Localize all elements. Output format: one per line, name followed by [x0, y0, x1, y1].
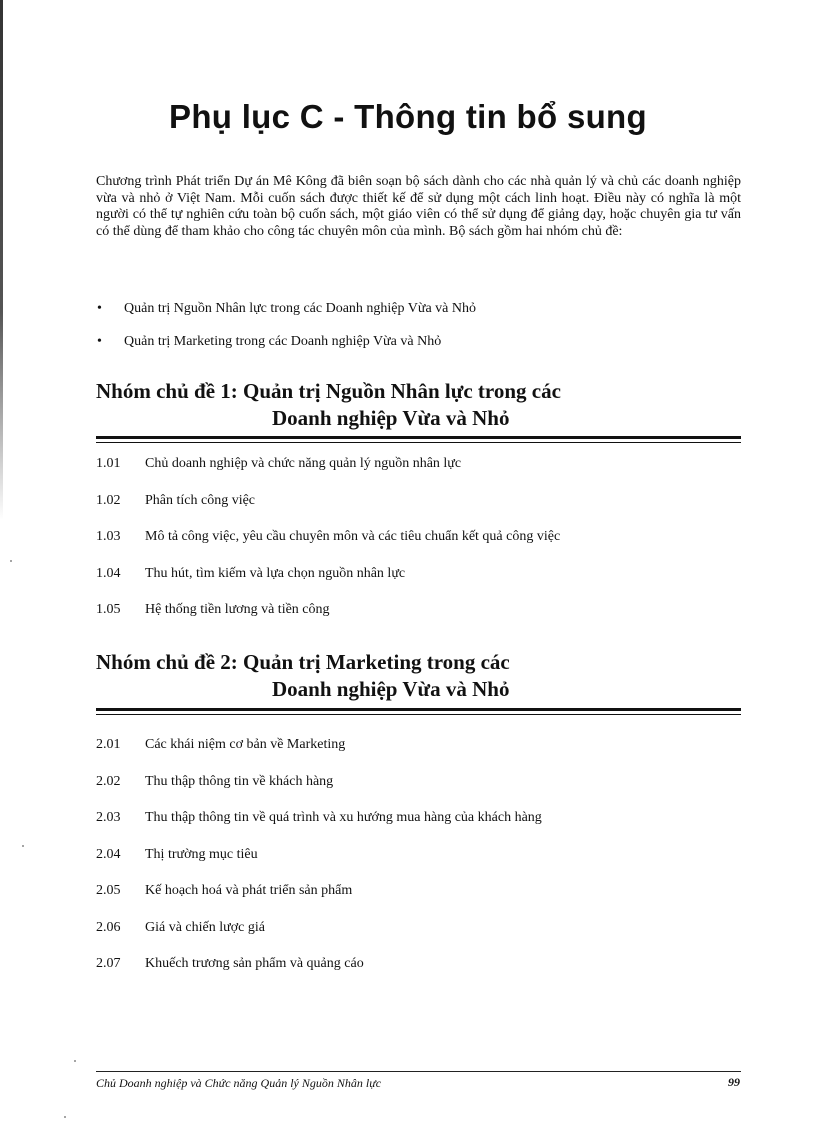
page-title: Phụ lục C - Thông tin bổ sung: [169, 98, 647, 135]
section-divider-thin: [96, 714, 741, 715]
scan-speck: [10, 560, 12, 562]
topic-title: Mô tả công việc, yêu cầu chuyên môn và các tiêu chuẩn kết quả công việc: [145, 529, 561, 544]
topic-number: 2.04: [96, 846, 121, 862]
list-item: [96, 882, 741, 919]
page-number: 99: [728, 1075, 740, 1089]
footer-divider: [96, 1071, 741, 1072]
topic-number: 2.03: [96, 810, 121, 825]
bullet-text: Quản trị Marketing trong các Doanh nghiệp Vừa và Nhỏ: [124, 334, 442, 349]
topic-number: 1.04: [96, 565, 121, 581]
topic-group-list: [96, 300, 741, 366]
topic-title: Thu thập thông tin về quá trình và xu hướng mua hàng của khách hàng: [145, 810, 542, 825]
group1-topic-list: [96, 455, 741, 638]
group1-heading-line1: Nhóm chủ đề 1: Quản trị Nguồn Nhân lực trong các: [96, 379, 561, 403]
list-item: [96, 846, 741, 883]
list-item: [96, 300, 741, 333]
topic-number: 2.01: [96, 737, 121, 752]
topic-title: Kế hoạch hoá và phát triển sản phẩm: [145, 883, 353, 898]
topic-number: 1.01: [96, 456, 121, 471]
topic-title: Hệ thống tiền lương và tiền công: [145, 602, 330, 617]
topic-title: Khuếch trương sản phẩm và quảng cáo: [145, 956, 364, 971]
topic-title: Thu thập thông tin về khách hàng: [145, 773, 334, 789]
group1-heading: [96, 378, 741, 432]
list-item: [96, 455, 741, 492]
list-item: [96, 773, 741, 810]
list-item: [96, 919, 741, 956]
group1-heading-line2: Doanh nghiệp Vừa và Nhỏ: [272, 406, 510, 430]
topic-title: Giá và chiến lược giá: [145, 919, 265, 935]
group2-heading-line2: Doanh nghiệp Vừa và Nhỏ: [272, 677, 510, 701]
list-item: [96, 955, 741, 992]
bullet-icon: •: [97, 301, 102, 316]
topic-title: Phân tích công việc: [145, 492, 256, 508]
scan-edge-shadow: [0, 0, 3, 520]
bullet-text: Quản trị Nguồn Nhân lực trong các Doanh nghiệp Vừa và Nhỏ: [124, 301, 476, 316]
topic-number: 2.06: [96, 919, 121, 935]
list-item: [96, 601, 741, 638]
list-item: [96, 736, 741, 773]
topic-number: 2.05: [96, 883, 121, 898]
list-item: [96, 492, 741, 529]
section-divider-thick: [96, 436, 741, 439]
topic-number: 2.07: [96, 956, 121, 971]
list-item: [96, 528, 741, 565]
group2-heading-line1: Nhóm chủ đề 2: Quản trị Marketing trong các: [96, 650, 510, 674]
scan-speck: [22, 845, 24, 847]
list-item: [96, 809, 741, 846]
intro-paragraph: Chương trình Phát triển Dự án Mê Kông đã biên soạn bộ sách dành cho các nhà quản lý và chủ các doanh nghiệp vừa và nhỏ ở Việt Nam. Mỗi cuốn sách được thiết kế để sử dụng một cách linh hoạt. Điều này có nghĩa là một người có thể tự nghiên cứu toàn bộ cuốn sách, một giáo viên có thể sử dụng để giảng dạy, hoặc chuyên gia tư vấn có thể dùng để tham khảo cho công tác chuyên môn của mình. Bộ sách gồm hai nhóm chủ đề:: [96, 174, 741, 239]
topic-number: 1.05: [96, 602, 121, 617]
topic-title: Thu hút, tìm kiếm và lựa chọn nguồn nhân lực: [145, 565, 406, 581]
topic-title: Chủ doanh nghiệp và chức năng quản lý nguồn nhân lực: [145, 456, 462, 471]
topic-number: 1.03: [96, 529, 121, 544]
scan-speck: [64, 1116, 66, 1118]
group2-topic-list: [96, 736, 741, 992]
group2-heading: [96, 649, 741, 703]
topic-title: Thị trường mục tiêu: [145, 846, 258, 862]
topic-number: 1.02: [96, 492, 121, 508]
bullet-icon: •: [97, 334, 102, 349]
scan-speck: [74, 1060, 76, 1062]
section-divider-thick: [96, 708, 741, 711]
section-divider-thin: [96, 442, 741, 443]
topic-number: 2.02: [96, 773, 121, 789]
topic-title: Các khái niệm cơ bản về Marketing: [145, 737, 346, 752]
list-item: [96, 333, 741, 366]
footer-running-title: Chủ Doanh nghiệp và Chức năng Quản lý Nguồn Nhân lực: [96, 1076, 382, 1090]
list-item: [96, 565, 741, 602]
